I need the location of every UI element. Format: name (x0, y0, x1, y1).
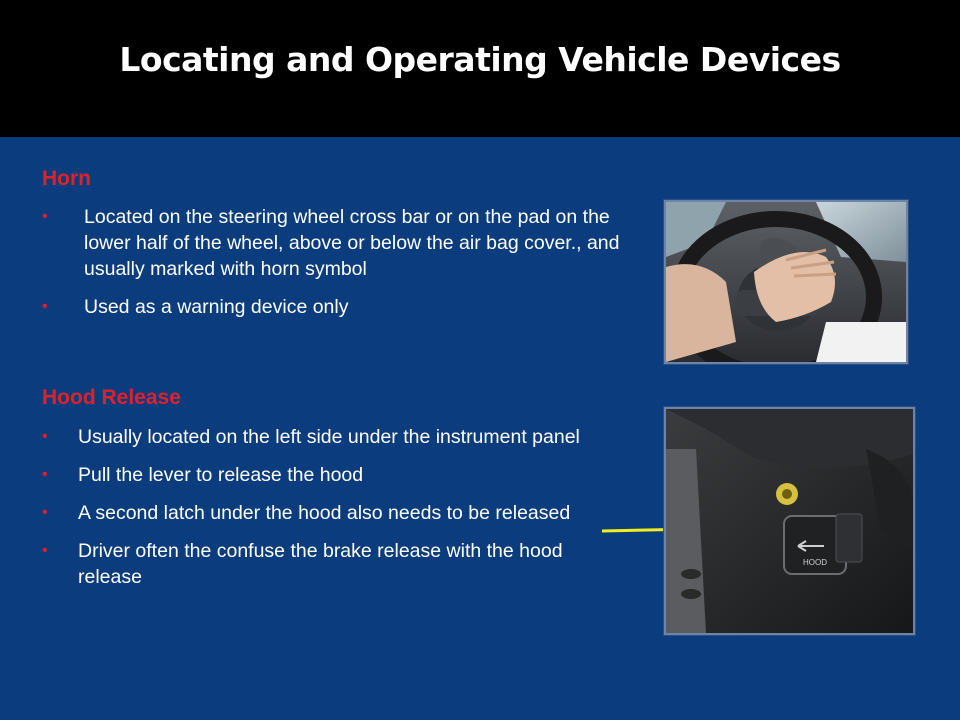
bullet-icon: • (42, 542, 48, 559)
slide-title: Locating and Operating Vehicle Devices (119, 40, 841, 79)
hood-release-photo (664, 407, 915, 635)
hood-release-heading: Hood Release (42, 386, 181, 409)
list-item (42, 294, 622, 320)
bullet-text: Driver often the confuse the brake release with the hood release (78, 540, 563, 588)
bullet-icon: • (42, 504, 48, 521)
hood-label-text: HOOD (803, 558, 827, 567)
title-bar (0, 0, 960, 137)
bullet-icon: • (42, 298, 48, 315)
bullet-text: Pull the lever to release the hood (78, 464, 364, 486)
bullet-icon: • (42, 208, 48, 225)
bullet-text: Usually located on the left side under the instrument panel (78, 426, 580, 448)
horn-photo (664, 200, 908, 364)
bullet-text: A second latch under the hood also needs to be released (78, 502, 571, 524)
list-item (42, 424, 607, 450)
steering-wheel-image (666, 202, 906, 362)
horn-heading: Horn (42, 167, 91, 190)
list-item (42, 462, 607, 488)
bullet-icon: • (42, 428, 48, 445)
horn-bullet-list (42, 204, 622, 332)
hood-lever-image (666, 409, 913, 633)
list-item (42, 500, 607, 526)
list-item (42, 538, 607, 590)
hood-release-bullet-list (42, 424, 607, 602)
bullet-text: Located on the steering wheel cross bar or on the pad on the lower half of the wheel, above or below the air bag cover., and usually marked with horn symbol (84, 206, 620, 280)
bullet-icon: • (42, 466, 48, 483)
list-item (42, 204, 622, 282)
bullet-text: Used as a warning device only (84, 296, 349, 318)
